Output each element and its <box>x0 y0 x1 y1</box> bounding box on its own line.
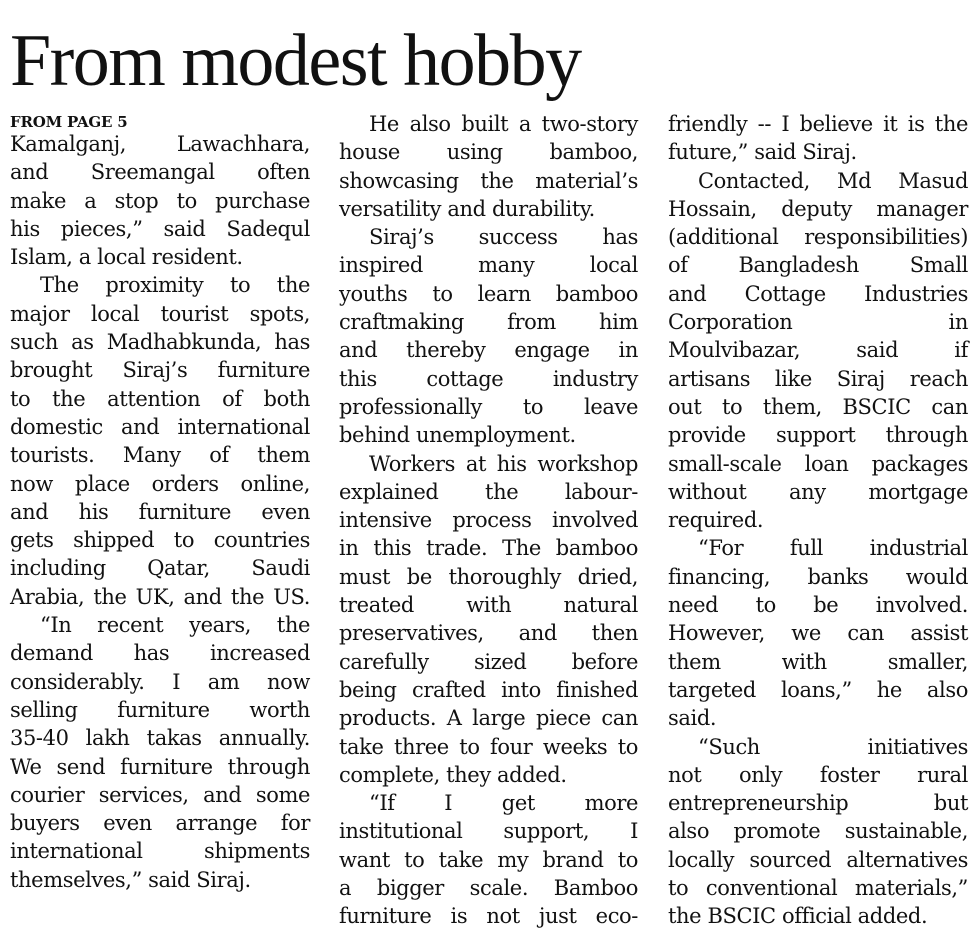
text-line: explained the labour- <box>339 479 638 504</box>
text-line: furniture is not just eco- <box>339 904 638 929</box>
text-line: to conventional materials,” <box>668 876 968 901</box>
text-line: and Sreemangal often <box>10 160 310 185</box>
text-line: demand has increased <box>10 641 310 666</box>
text-line: treated with natural <box>339 593 638 618</box>
text-line: must be thoroughly dried, <box>339 564 638 589</box>
text-line: Siraj’s success has <box>369 225 638 250</box>
text-line: Workers at his workshop <box>369 451 638 476</box>
text-line: intensive process involved <box>339 508 638 533</box>
text-line: required. <box>668 508 764 533</box>
text-line: Contacted, Md Masud <box>698 168 968 193</box>
text-line: courier services, and some <box>10 782 310 807</box>
text-line: out to them, BSCIC can <box>668 394 968 419</box>
text-line: small-scale loan packages <box>668 451 968 476</box>
text-line: without any mortgage <box>668 479 968 504</box>
text-line: considerably. I am now <box>10 669 310 694</box>
text-line: and Cottage Industries <box>668 281 968 306</box>
text-line: need to be involved. <box>668 593 968 618</box>
text-line: Hossain, deputy manager <box>668 196 968 221</box>
text-line: said. <box>668 706 717 731</box>
text-line: (additional responsibilities) <box>668 225 968 250</box>
text-line: Islam, a local resident. <box>10 245 243 270</box>
article-column-2 <box>339 113 638 931</box>
text-line: international shipments <box>10 839 310 864</box>
text-line: “For full industrial <box>698 536 968 561</box>
text-line: Arabia, the UK, and the US. <box>10 584 310 609</box>
article-column-1 <box>10 113 310 894</box>
text-line: carefully sized before <box>339 649 638 674</box>
text-line: Corporation in <box>668 310 968 335</box>
text-line: themselves,” said Siraj. <box>10 867 251 892</box>
text-line: take three to four weeks to <box>339 734 638 759</box>
text-line: now place orders online, <box>10 471 310 496</box>
text-line: the BSCIC official added. <box>668 904 928 929</box>
text-line: professionally to leave <box>339 394 638 419</box>
text-line: “If I get more <box>369 791 638 816</box>
text-line: future,” said Siraj. <box>668 140 857 165</box>
text-line: preservatives, and then <box>339 621 638 646</box>
text-line: such as Madhabkunda, has <box>10 330 310 355</box>
text-line: youths to learn bamboo <box>339 281 638 306</box>
continued-from-label: FROM PAGE 5 <box>10 113 128 131</box>
text-line: them with smaller, <box>668 649 968 674</box>
text-line: 35-40 lakh takas annually. <box>10 726 310 751</box>
text-line: being crafted into finished <box>339 677 638 702</box>
text-line: behind unemployment. <box>339 423 576 448</box>
text-line: not only foster rural <box>668 762 968 787</box>
text-line: buyers even arrange for <box>10 811 310 836</box>
text-line: However, we can assist <box>668 621 968 646</box>
text-line: want to take my brand to <box>339 847 638 872</box>
text-line: major local tourist spots, <box>10 301 310 326</box>
text-line: He also built a two-story <box>369 112 638 136</box>
text-line: gets shipped to countries <box>10 528 310 553</box>
text-line: Moulvibazar, said if <box>668 338 968 363</box>
text-line: domestic and international <box>10 414 310 439</box>
text-line: versatility and durability. <box>339 196 595 221</box>
text-line: make a stop to purchase <box>10 188 310 213</box>
text-line: showcasing the material’s <box>339 168 638 193</box>
article-column-3 <box>668 113 968 931</box>
text-line: “Such initiatives <box>698 734 968 759</box>
text-line: and his furniture even <box>10 499 310 524</box>
text-line: tourists. Many of them <box>10 443 310 468</box>
text-line: The proximity to the <box>40 273 310 298</box>
text-line: to the attention of both <box>10 386 310 411</box>
text-line: also promote sustainable, <box>668 819 968 844</box>
text-line: provide support through <box>668 423 968 448</box>
text-line: entrepreneurship but <box>668 791 968 816</box>
text-line: and thereby engage in <box>339 338 638 363</box>
text-line: financing, banks would <box>668 564 968 589</box>
text-line: craftmaking from him <box>339 310 638 335</box>
text-line: a bigger scale. Bamboo <box>339 876 638 901</box>
text-line: institutional support, I <box>339 819 638 844</box>
text-line: of Bangladesh Small <box>668 253 968 278</box>
text-line: his pieces,” said Sadequl <box>10 216 310 241</box>
text-line: in this trade. The bamboo <box>339 536 638 561</box>
text-line: friendly -- I believe it is the <box>668 112 968 136</box>
text-line: “In recent years, the <box>40 613 310 638</box>
text-line: artisans like Siraj reach <box>668 366 968 391</box>
headline: From modest hobby <box>10 20 581 102</box>
text-line: We send furniture through <box>10 754 310 779</box>
text-line: products. A large piece can <box>339 706 638 731</box>
text-line: locally sourced alternatives <box>668 847 968 872</box>
text-line: Kamalganj, Lawachhara, <box>10 132 310 156</box>
text-line: house using bamboo, <box>339 140 638 165</box>
text-line: selling furniture worth <box>10 697 310 722</box>
text-line: brought Siraj’s furniture <box>10 358 310 383</box>
text-line: this cottage industry <box>339 366 638 391</box>
text-line: including Qatar, Saudi <box>10 556 310 581</box>
text-line: targeted loans,” he also <box>668 677 968 702</box>
text-line: complete, they added. <box>339 762 567 787</box>
text-line: inspired many local <box>339 253 638 278</box>
